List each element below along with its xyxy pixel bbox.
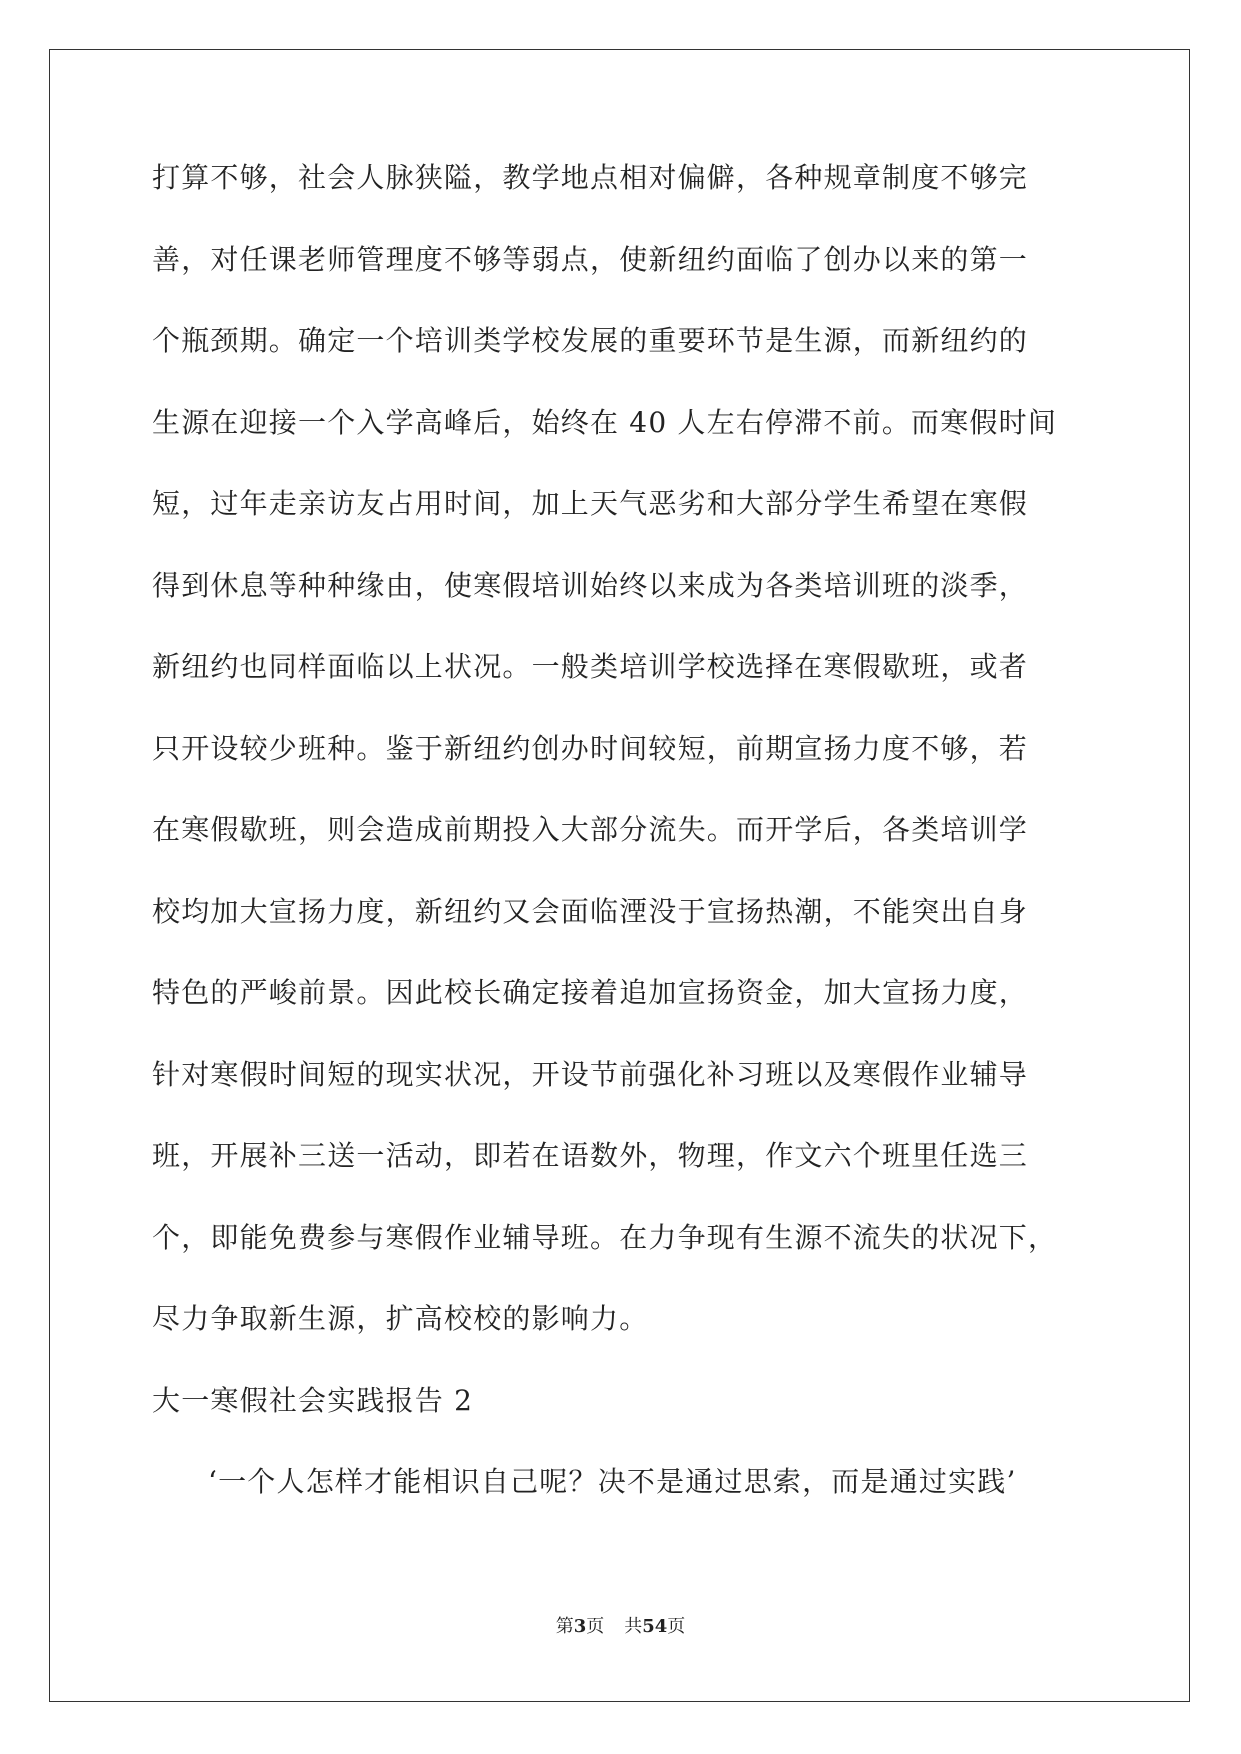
paragraph-line: 善，对任课老师管理度不够等弱点，使新纽约面临了创办以来的第一 [152,242,1029,276]
paragraph-line: 个瓶颈期。确定一个培训类学校发展的重要环节是生源，而新纽约的 [152,324,1029,357]
paragraph-line: 班，开展补三送一活动，即若在语数外，物理，作文六个班里任选三 [152,1139,1029,1172]
paragraph-line: 只开设较少班种。鉴于新纽约创办时间较短，前期宣扬力度不够，若 [152,731,1029,765]
paragraph-line: 校均加大宣扬力度，新纽约又会面临湮没于宣扬热潮，不能突出自身 [152,894,1029,928]
total-prefix: 共 [624,1616,643,1637]
page-prefix: 第 [555,1616,574,1637]
paragraph-line: 生源在迎接一个入学高峰后，始终在 40 人左右停滞不前。而寒假时间 [152,405,1058,439]
paragraph-line: 尽力争取新生源，扩高校校的影响力。 [152,1302,649,1335]
section-heading: 大一寒假社会实践报告 2 [152,1383,474,1417]
paragraph-line: 短，过年走亲访友占用时间，加上天气恶劣和大部分学生希望在寒假 [152,487,1029,520]
paragraph-line: 新纽约也同样面临以上状况。一般类培训学校选择在寒假歇班，或者 [152,650,1029,683]
paragraph-line: 在寒假歇班，则会造成前期投入大部分流失。而开学后，各类培训学 [152,813,1029,846]
paragraph-line: 针对寒假时间短的现实状况，开设节前强化补习班以及寒假作业辅导 [152,1057,1029,1091]
paragraph-line: 个，即能免费参与寒假作业辅导班。在力争现有生源不流失的状况下， [152,1220,1058,1254]
paragraph-line: 打算不够，社会人脉狭隘，教学地点相对偏僻，各种规章制度不够完 [152,161,1029,194]
paragraph-line: 特色的严峻前景。因此校长确定接着追加宣扬资金，加大宣扬力度， [152,976,1029,1009]
paragraph-line: 得到休息等种种缘由，使寒假培训始终以来成为各类培训班的淡季， [152,568,1029,602]
quote-line: ‘一个人怎样才能相识自己呢？决不是通过思索，而是通过实践’ [208,1465,1017,1498]
total-suffix: 页 [667,1616,686,1637]
page-footer [0,1612,1241,1638]
total-pages: 54 [642,1616,668,1637]
page-suffix: 页 [586,1616,605,1637]
page-number: 3 [573,1616,587,1637]
document-body [152,160,1092,1546]
